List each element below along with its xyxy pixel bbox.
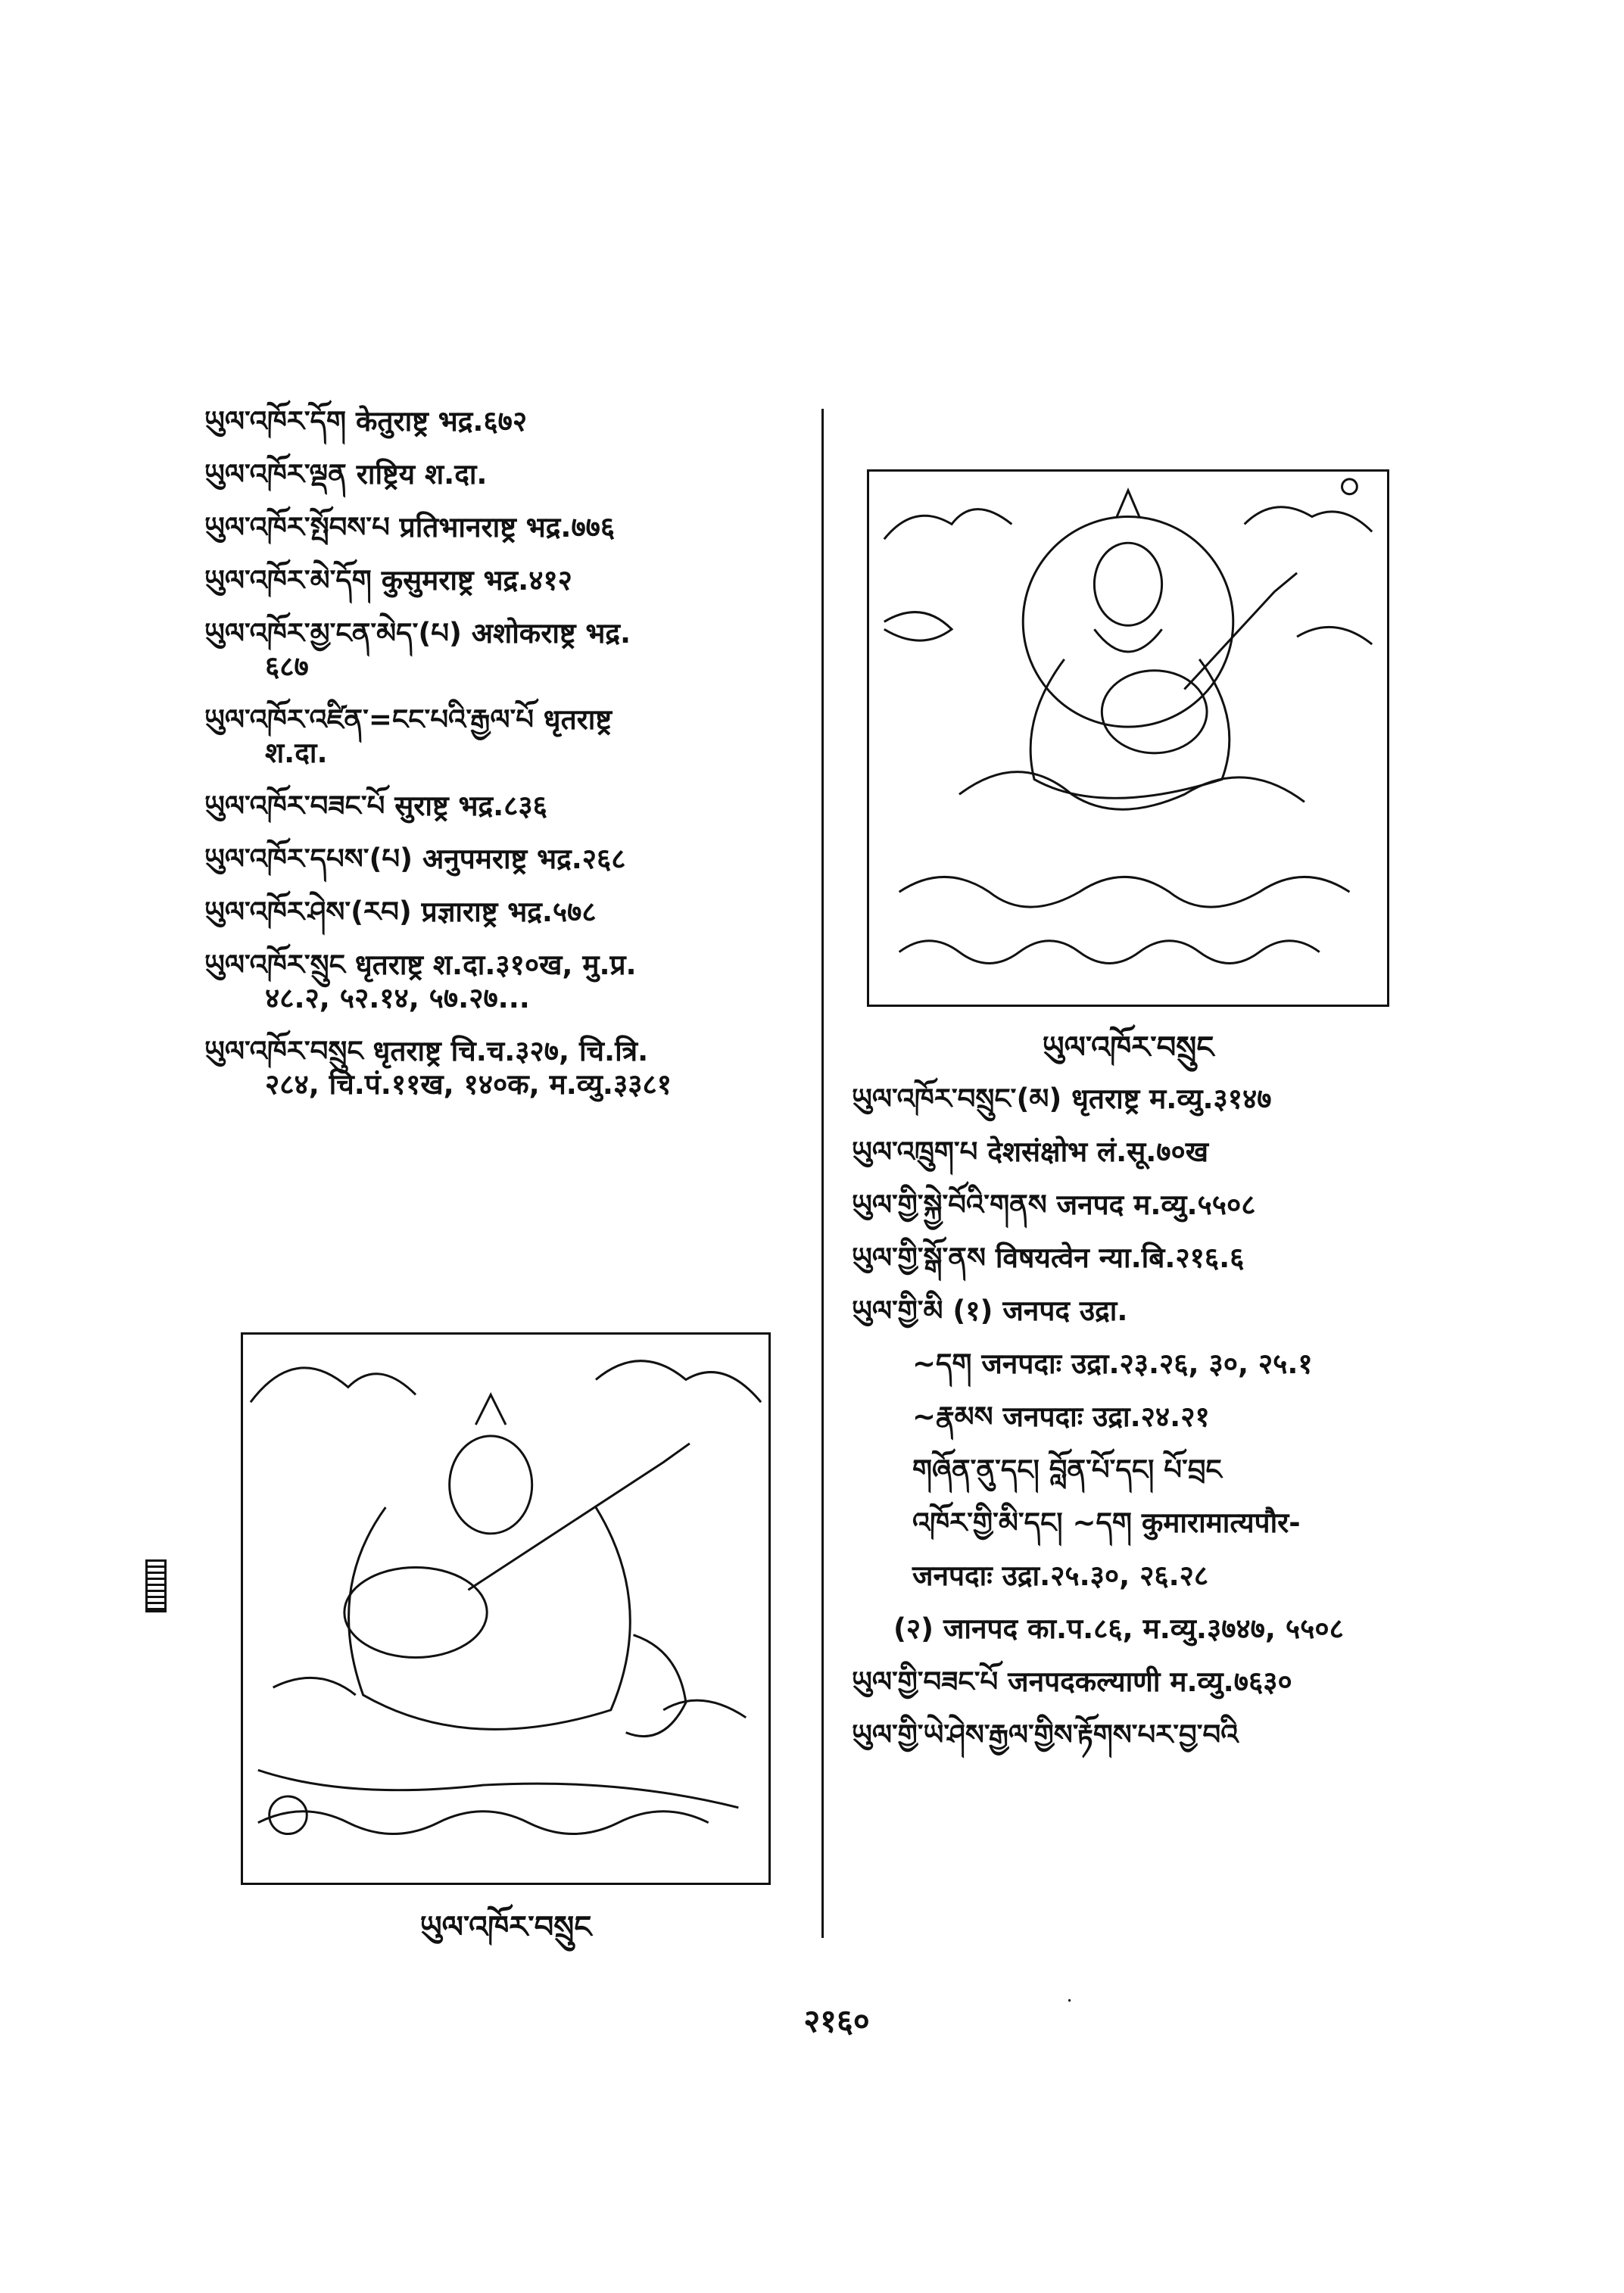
dictionary-entry [204, 843, 810, 876]
entry-text: ཡུལ་གྱི་མི (१) जनपद उद्रा. [852, 1294, 1128, 1327]
entry-text: ཡུལ་འཁོར་སྤོབས་པ प्रतिभानराष्ट्र भद्र.७७६ [204, 511, 616, 544]
dictionary-entry [204, 511, 810, 544]
dictionary-entry [204, 405, 810, 438]
entry-text: ཡུལ་འཁྲུག་པ देशसंक्षोभ लं.सू.७०ख [852, 1136, 1209, 1168]
margin-thumb-index [145, 1559, 167, 1612]
dictionary-entry [204, 458, 810, 491]
entry-continuation: श.दा. [265, 737, 328, 769]
entry-text: ཡུལ་འཁོར་བསྲུང་(མ) धृतराष्ट्र म.व्यु.३१४७ [852, 1083, 1272, 1115]
dictionary-entry [852, 1294, 1450, 1328]
dictionary-entry [204, 564, 810, 597]
right-plate-caption: ཡུལ་འཁོར་བསྲུང [1042, 1030, 1214, 1065]
entry-text: ཡུལ་འཁོར་འཛིན་=ངང་པའི་རྒྱལ་པོ धृतराष्ट्र [204, 703, 612, 736]
sub-entry: जनपदाः उद्रा.२५.३०, २६.२८ [912, 1559, 1209, 1592]
left-plate-caption: ཡུལ་འཁོར་བསྲུང [419, 1910, 592, 1945]
entry-text: ཡུལ་འཁོར་དོག केतुराष्ट्र भद्र.६७२ [204, 405, 528, 438]
dictionary-entry [204, 790, 810, 823]
entry-text: ཡུལ་འཁོར་ལྡན राष्ट्रिय श.दा. [204, 458, 488, 491]
left-column [204, 405, 810, 1121]
print-mark: ॱ [1066, 1993, 1073, 2018]
entry-continuation: ६८७ [265, 650, 309, 683]
entry-text: ཡུལ་འཁོར་མེ་དོག कुसुमराष्ट्र भद्र.४१२ [204, 564, 572, 597]
dhritarashtra-illustration-right [867, 469, 1389, 1007]
dictionary-entry [852, 1083, 1450, 1116]
entry-text: ཡུལ་གྱི་སྒོ་ནས विषयत्वेन न्या.बि.२१६.६ [852, 1242, 1245, 1274]
entry-text: ཡུལ་འཁོར་བཟང་པོ सुराष्ट्र भद्र.८३६ [204, 790, 547, 822]
dictionary-entry [852, 1136, 1450, 1169]
entry-text: ཡུལ་འཁོར་བསྲུང धृतराष्ट्र चि.च.३२७, चि.त्रि. [204, 1035, 649, 1067]
entry-text: ཡུལ་གྱི་སྐྱེ་བོའི་གནས जनपद म.व्यु.५५०८ [852, 1189, 1256, 1221]
sub-entry: ~དག जनपदाः उद्रा.२३.२६, ३०, २५.१ [912, 1347, 1313, 1380]
numbered-sense: (२) जानपद का.प.८६, म.व्यु.३७४७, ५५०८ [893, 1612, 1344, 1645]
dictionary-entry [204, 949, 810, 1015]
entry-text: ཡུལ་འཁོར་མྱ་ངན་མེད་(པ) अशोकराष्ट्र भद्र. [204, 617, 631, 650]
deity-woodcut-left [243, 1335, 768, 1883]
dictionary-entry [852, 1242, 1450, 1275]
entry-text: ཡུལ་འཁོར་ཤེས་(རབ) प्रज्ञाराष्ट्र भद्र.५७८ [204, 896, 597, 928]
entry-continuation: २८४, चि.पं.११ख, १४०क, म.व्यु.३३८१ [265, 1068, 672, 1101]
dictionary-entry: ཡུལ་གྱི་ཡེ་ཤེས་རྒྱལ་གྱིས་རྟོགས་པར་བྱ་བའི [852, 1718, 1239, 1751]
sub-entry: ~རྣམས जनपदाः उद्रा.२४.२१ [912, 1400, 1210, 1433]
right-column [852, 1083, 1450, 1771]
deity-woodcut-right [869, 472, 1387, 1005]
column-divider [821, 409, 824, 1938]
page-number: २१६० [803, 2002, 870, 2039]
dictionary-entry: ཡུལ་གྱི་བཟང་པོ जनपदकल्याणी म.व्यु.७६३० [852, 1665, 1292, 1698]
sub-entry: འཁོར་གྱི་མི་དང། ~དག कुमारामात्यपौर- [912, 1506, 1301, 1539]
entry-text: ཡུལ་འཁོར་སྲུང धृतराष्ट्र श.दा.३१०ख, मु.प्र. [204, 949, 637, 981]
dictionary-entry [204, 617, 810, 684]
dictionary-entry [204, 896, 810, 929]
dictionary-entry [204, 703, 810, 770]
entry-continuation: ४८.२, ५२.१४, ५७.२७... [265, 982, 530, 1014]
dictionary-entry [204, 1035, 810, 1101]
entry-text: ཡུལ་འཁོར་དཔས་(པ) अनुपमराष्ट्र भद्र.२६८ [204, 843, 626, 875]
dhritarashtra-illustration-left [241, 1332, 771, 1885]
sub-entry: གཞོན་ནུ་དང། བློན་པོ་དང། པོ་བྲང [912, 1453, 1222, 1486]
dictionary-entry [852, 1189, 1450, 1222]
